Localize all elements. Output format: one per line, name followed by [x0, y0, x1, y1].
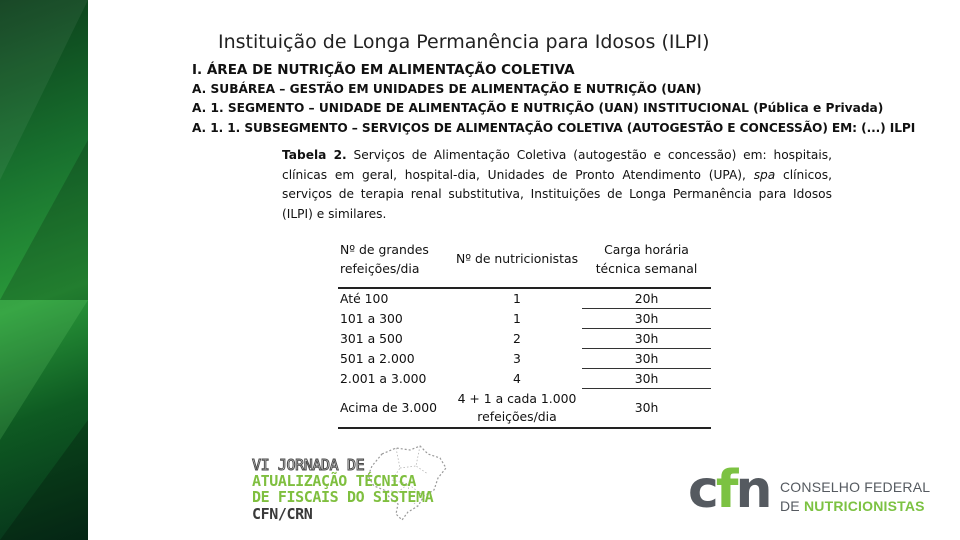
cfn-logo-name-bold: NUTRICIONISTAS	[803, 498, 925, 514]
event-logo-line: VI JORNADA DE	[252, 456, 365, 474]
side-bar-facet	[0, 420, 88, 540]
table-row	[338, 288, 711, 309]
cell-hours: 30h	[582, 309, 711, 329]
event-logo-line: CFN/CRN	[252, 505, 313, 523]
decorative-side-bar	[0, 0, 88, 540]
caption-text: clínicos, serviços de terapia renal substitutiva, Instituições de Longa Permanência para Idosos (ILPI) e similares.	[282, 167, 832, 221]
event-logo	[252, 444, 452, 524]
cfn-logo-letter: f	[715, 460, 736, 520]
cell-nutritionists: 1	[513, 291, 521, 307]
subarea-heading: A. SUBÁREA – GESTÃO EM UNIDADES DE ALIMENTAÇÃO E NUTRIÇÃO (UAN)	[192, 82, 702, 96]
cell-hours: 20h	[582, 288, 711, 309]
cell-nutritionists: 2	[513, 331, 521, 346]
column-header-hours: Carga horária técnica semanal	[582, 230, 711, 288]
cfn-logo-name: CONSELHO FEDERAL	[780, 479, 931, 495]
column-header-nutritionists: Nº de nutricionistas	[452, 230, 582, 288]
cfn-logo-name	[780, 498, 925, 514]
cell-meals: 501 a 2.000	[340, 351, 415, 366]
table-row	[338, 309, 711, 329]
cell-hours: 30h	[582, 389, 711, 429]
event-logo-line: ATUALIZAÇÃO TÉCNICA	[252, 472, 416, 490]
cell-meals: Até 100	[340, 291, 389, 307]
cfn-logo-letter: n	[735, 460, 770, 520]
cfn-logo-mark	[688, 460, 769, 520]
cell-nutritionists: 4	[513, 371, 521, 386]
cell-hours: 30h	[582, 349, 711, 369]
caption-label: Tabela 2.	[282, 148, 347, 162]
slide-title: Instituição de Longa Permanência para Idosos (ILPI)	[218, 31, 710, 53]
event-logo-line: DE FISCAIS DO SISTEMA	[252, 488, 434, 506]
area-heading: I. ÁREA DE NUTRIÇÃO EM ALIMENTAÇÃO COLETIVA	[192, 62, 575, 78]
cfn-logo-name-prefix: DE	[780, 498, 804, 514]
staffing-table	[338, 230, 711, 429]
cell-meals: 101 a 300	[340, 311, 403, 326]
caption-text: Serviços de Alimentação Coletiva (autogestão e concessão) em: hospitais, clínicas em geral, hospital-dia, Unidades de Pronto Atendimento (UPA),	[282, 148, 833, 182]
table-row	[338, 329, 711, 349]
cfn-logo-letter: c	[688, 460, 716, 520]
cell-meals: 2.001 a 3.000	[340, 371, 427, 386]
cfn-logo	[688, 460, 938, 520]
cell-meals: Acima de 3.000	[338, 389, 452, 429]
cell-nutritionists: 3	[513, 351, 521, 366]
side-bar-facet	[0, 140, 88, 300]
column-header-meals: Nº de grandes refeições/dia	[338, 230, 452, 288]
table-row	[338, 389, 711, 429]
cell-nutritionists: 4 + 1 a cada 1.000 refeições/dia	[452, 389, 582, 429]
table-row	[338, 369, 711, 389]
cell-hours: 30h	[582, 329, 711, 349]
table-caption	[282, 146, 832, 224]
table-header-row	[338, 230, 711, 288]
segment-heading: A. 1. SEGMENTO – UNIDADE DE ALIMENTAÇÃO E NUTRIÇÃO (UAN) INSTITUCIONAL (Pública e Privada)	[192, 101, 884, 115]
cell-hours: 30h	[582, 369, 711, 389]
subsegment-heading: A. 1. 1. SUBSEGMENTO – SERVIÇOS DE ALIMENTAÇÃO COLETIVA (AUTOGESTÃO E CONCESSÃO) EM: (...) ILPI	[192, 121, 916, 135]
cell-nutritionists: 1	[513, 311, 521, 326]
table-row	[338, 349, 711, 369]
side-bar-facet	[0, 300, 88, 440]
caption-italic-term: spa	[753, 167, 776, 182]
cell-meals: 301 a 500	[340, 331, 403, 346]
